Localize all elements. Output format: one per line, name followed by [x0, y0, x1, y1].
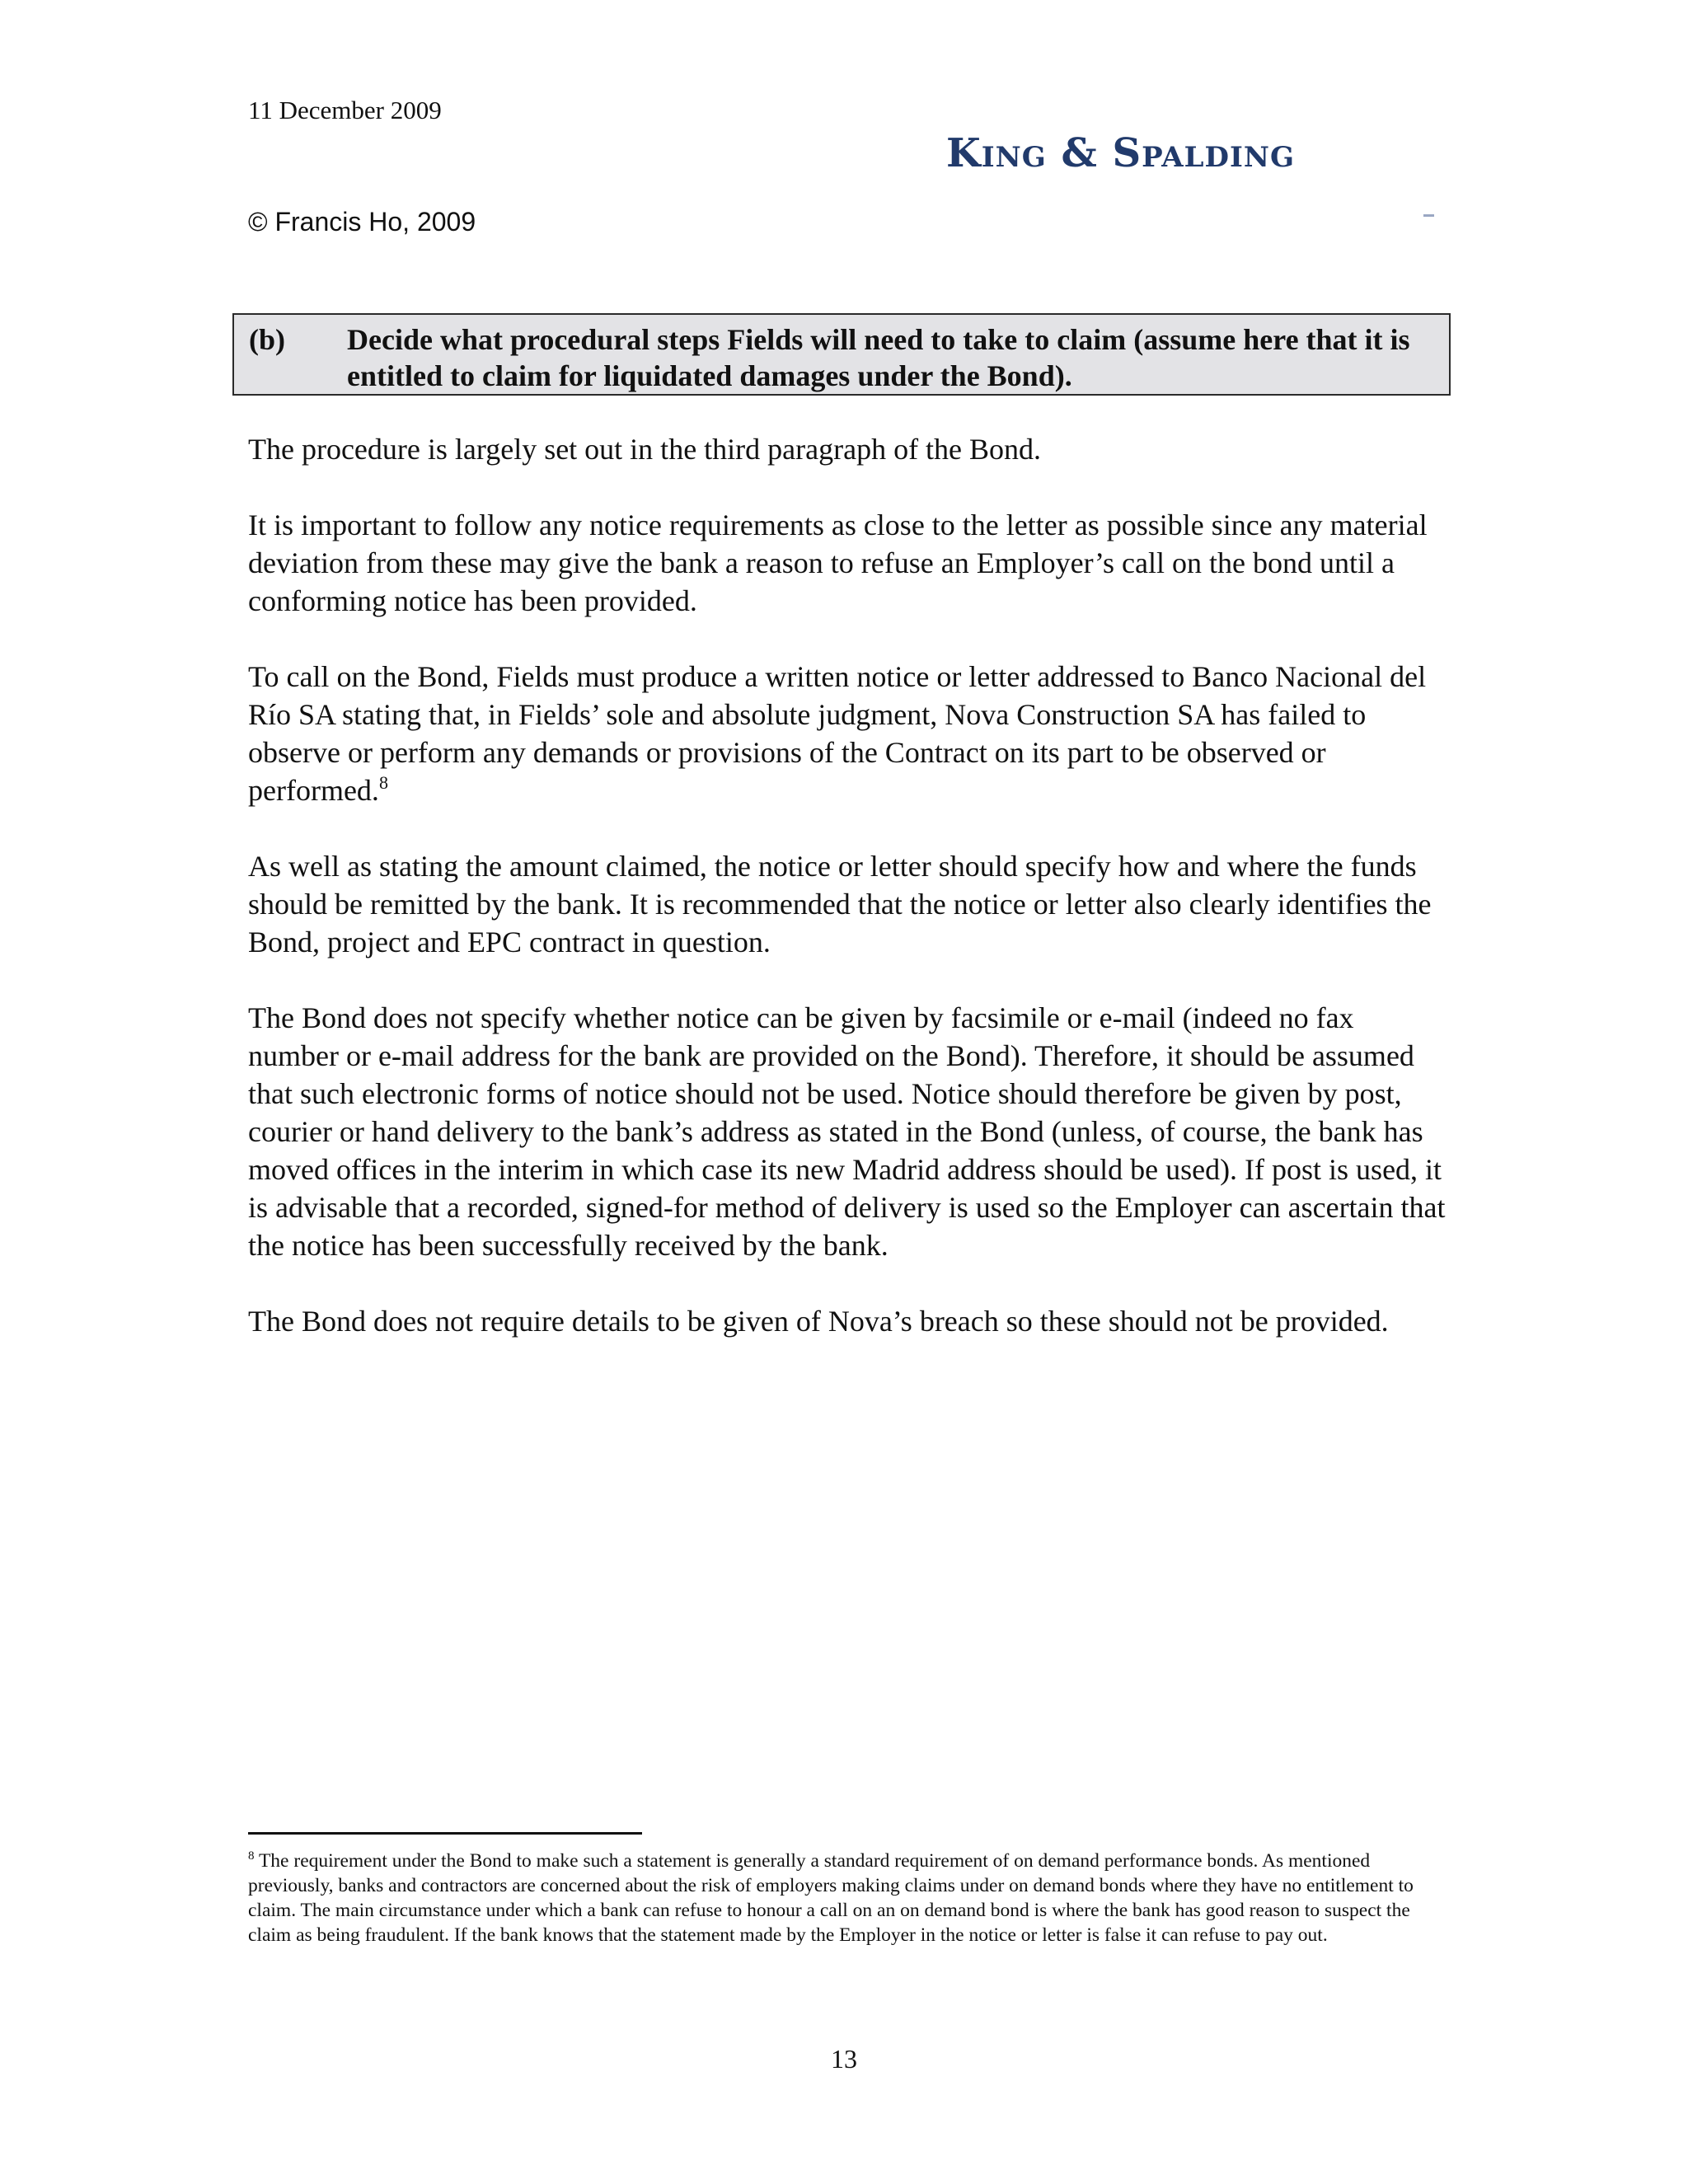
footnote-text: The requirement under the Bond to make such a statement is generally a standard requirement of on demand performance bonds. As mentioned previously, banks and contractors are concerned about the risk of employers making claims under on demand bonds where they have no entitlement to claim. The main circumstance under which a bank can refuse to honour a call on an on demand bond is where the bank has good reason to suspect the claim as being fraudulent. If the bank knows that the statement made by the Employer in the notice or letter is false it can refuse to pay out. [248, 1850, 1414, 1946]
question-box [232, 313, 1451, 396]
footnote [248, 1849, 1439, 1947]
paragraph-notice-requirements: It is important to follow any notice requirements as close to the letter as possible since any material deviation from these may give the bank a reason to refuse an Employer’s call on the bond until a conforming notice has been provided. [248, 509, 1428, 617]
king-spalding-logo: King & Spalding [946, 130, 1296, 176]
footnote-reference[interactable]: 8 [378, 772, 388, 793]
page-number: 13 [831, 2044, 857, 2074]
paragraph-call-on-bond-text: To call on the Bond, Fields must produce a written notice or letter addressed to Banco Nacional del Río SA stating that, in Fields’ sole and absolute judgment, Nova Construction SA has failed to observe or perform any demands or provisions of the Contract on its part to be observed or performed. [248, 660, 1427, 807]
paragraph-amount-claimed: As well as stating the amount claimed, the notice or letter should specify how and where the funds should be remitted by the bank. It is recommended that the notice or letter also clearly identifies the Bond, project and EPC contract in question. [248, 850, 1432, 958]
paragraph-procedure: The procedure is largely set out in the third paragraph of the Bond. [248, 433, 1042, 466]
body-text [248, 430, 1451, 1378]
question-label: (b) [249, 323, 285, 356]
footnote-number: 8 [248, 1849, 255, 1863]
footnote-divider [248, 1832, 642, 1835]
paragraph-delivery-method: The Bond does not specify whether notice can be given by facsimile or e-mail (indeed no fax number or e-mail address for the bank are provided on the Bond). Therefore, it should be assumed that such electronic forms of notice should not be used. Notice should therefore be given by post, courier or hand delivery to the bank’s address as stated in the Bond (unless, of course, the bank has moved offices in the interim in which case its new Madrid address should be used). If post is used, it is advisable that a recorded, signed-for method of delivery is used so the Employer can ascertain that the notice has been successfully received by the bank. [248, 1001, 1446, 1262]
question-text: Decide what procedural steps Fields will need to take to claim (assume here that it is entitled to claim for liquidated damages under the Bond). [347, 323, 1410, 392]
copyright-notice: © Francis Ho, 2009 [248, 207, 476, 237]
paragraph-breach-details: The Bond does not require details to be given of Nova’s breach so these should not be provided. [248, 1305, 1389, 1338]
logo-mark [1423, 214, 1434, 217]
paragraph-call-on-bond [248, 658, 1451, 809]
document-date: 11 December 2009 [248, 96, 442, 124]
